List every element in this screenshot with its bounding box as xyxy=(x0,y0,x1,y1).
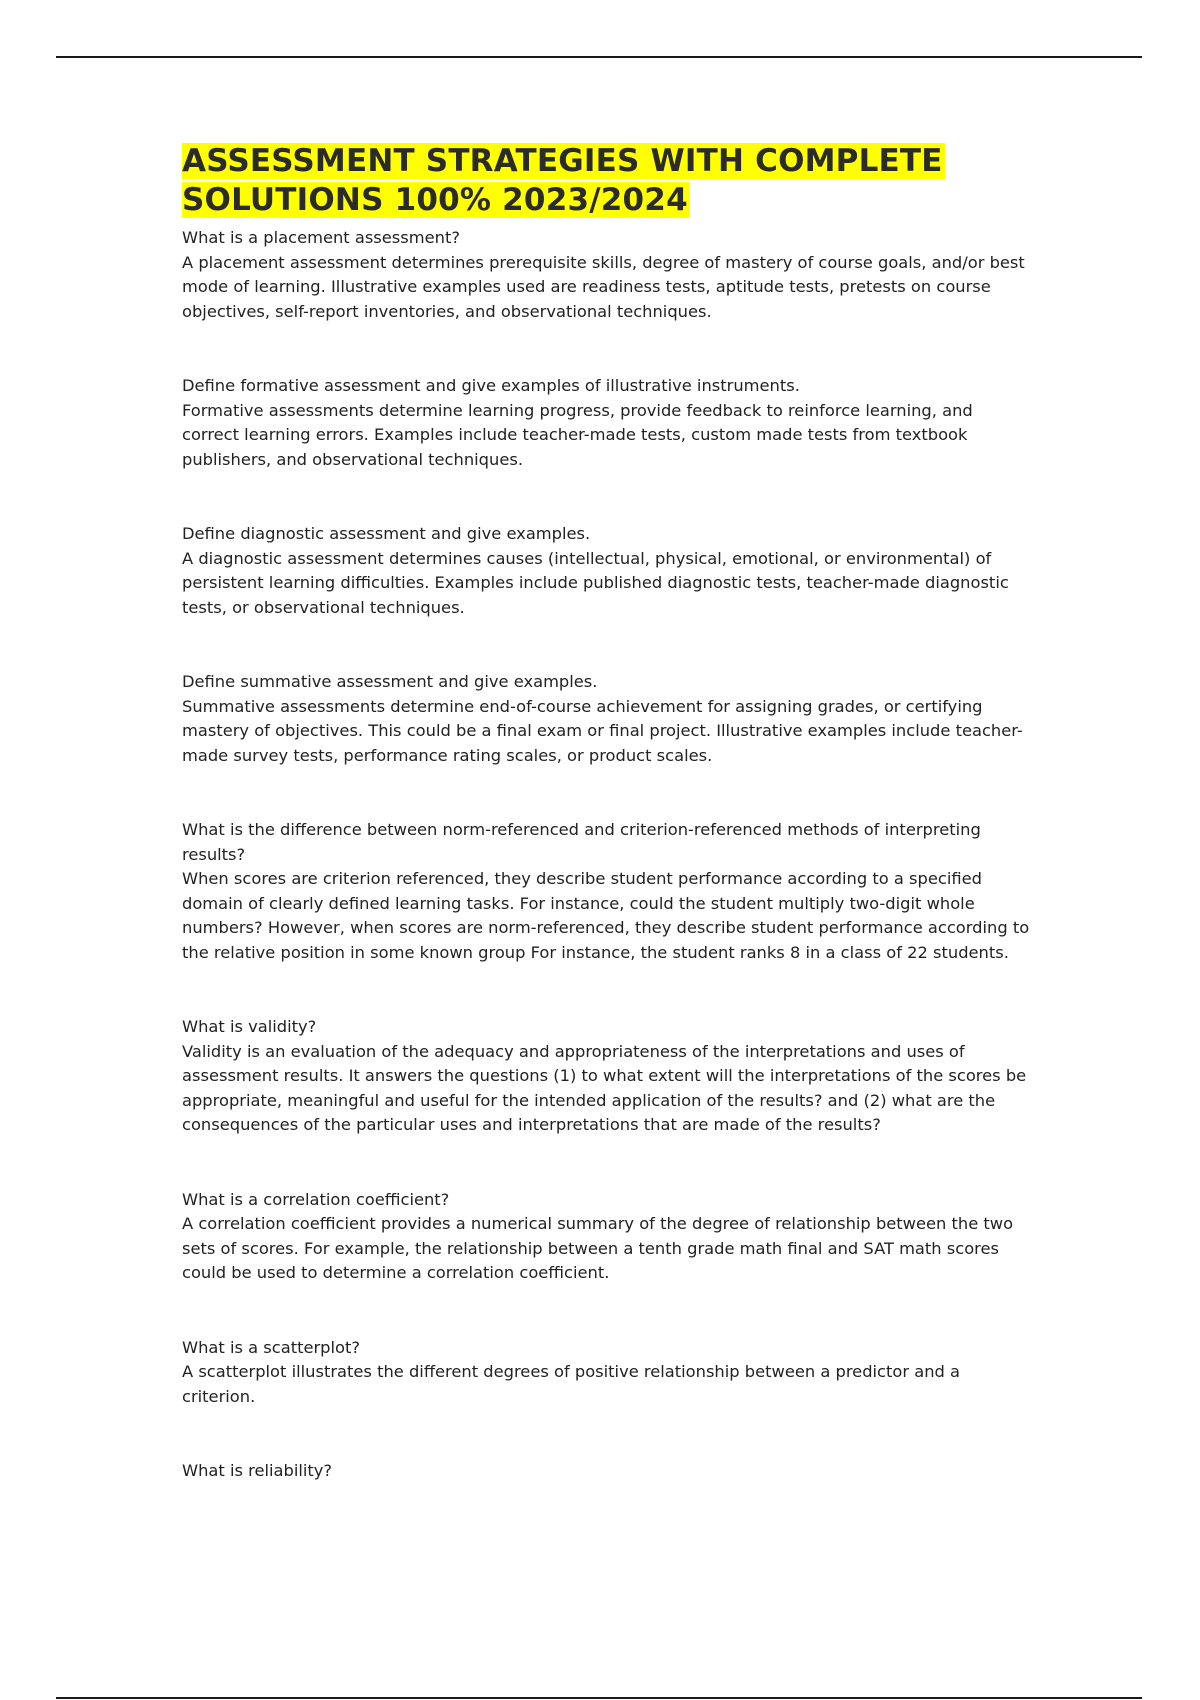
qa-item-summative xyxy=(182,670,1032,768)
document-body xyxy=(182,142,1032,1534)
question: What is validity? xyxy=(182,1017,317,1036)
qa-item-placement xyxy=(182,226,1032,324)
answer: Validity is an evaluation of the adequacy and appropriateness of the interpretations and uses of assessment results. It answers the questions (1) to what extent will the interpretations of the scores be appropriate, meaningful and useful for the intended application of the results? and (2) what are the consequences of the particular uses and interpretations that are made of the results? xyxy=(182,1041,1027,1134)
answer: Formative assessments determine learning progress, provide feedback to reinforce learning, and correct learning errors. Examples include teacher-made tests, custom made tests from textbook publishers, and observational techniques. xyxy=(182,400,973,469)
question: What is a placement assessment? xyxy=(182,228,460,247)
qa-item-scatterplot xyxy=(182,1336,1032,1410)
question: Define diagnostic assessment and give examples. xyxy=(182,524,591,543)
answer: Summative assessments determine end-of-course achievement for assigning grades, or certifying mastery of objectives. This could be a final exam or final project. Illustrative examples include teacher-made survey tests, performance rating scales, or product scales. xyxy=(182,696,1023,765)
qa-item-correlation xyxy=(182,1188,1032,1286)
answer: A placement assessment determines prerequisite skills, degree of mastery of course goals, and/or best mode of learning. Illustrative examples used are readiness tests, aptitude tests, pretests on course objectives, self-report inventories, and observational techniques. xyxy=(182,252,1025,321)
qa-item-reliability xyxy=(182,1459,1032,1484)
qa-item-validity xyxy=(182,1015,1032,1138)
document-title xyxy=(182,142,1032,220)
qa-item-norm-criterion xyxy=(182,818,1032,965)
qa-item-formative xyxy=(182,374,1032,472)
question: Define summative assessment and give examples. xyxy=(182,672,598,691)
question: What is the difference between norm-referenced and criterion-referenced methods of interpreting results? xyxy=(182,820,981,864)
question: What is a scatterplot? xyxy=(182,1337,361,1357)
answer: When scores are criterion referenced, they describe student performance according to a specified domain of clearly defined learning tasks. For instance, could the student multiply two-digit whole numbers? However, when scores are norm-referenced, they describe student performance according to the relative position in some known group For instance, the student ranks 8 in a class of 22 students. xyxy=(182,869,1030,962)
qa-item-diagnostic xyxy=(182,522,1032,620)
question: What is a correlation coefficient? xyxy=(182,1189,450,1209)
footer-rule xyxy=(56,1697,1142,1699)
header-rule xyxy=(56,56,1142,58)
question: Define formative assessment and give examples of illustrative instruments. xyxy=(182,376,800,395)
document-title-highlight: ASSESSMENT STRATEGIES WITH COMPLETE SOLUTIONS 100% 2023/2024 xyxy=(182,143,943,218)
answer: A correlation coefficient provides a numerical summary of the degree of relationship between the two sets of scores. For example, the relationship between a tenth grade math final and SAT math scores could be used to determine a correlation coefficient. xyxy=(182,1214,1014,1282)
answer: A diagnostic assessment determines causes (intellectual, physical, emotional, or environmental) of persistent learning difficulties. Examples include published diagnostic tests, teacher-made diagnostic tests, or observational techniques. xyxy=(182,548,1009,617)
question: What is reliability? xyxy=(182,1461,333,1480)
answer: A scatterplot illustrates the different degrees of positive relationship between a predictor and a criterion. xyxy=(182,1362,961,1406)
